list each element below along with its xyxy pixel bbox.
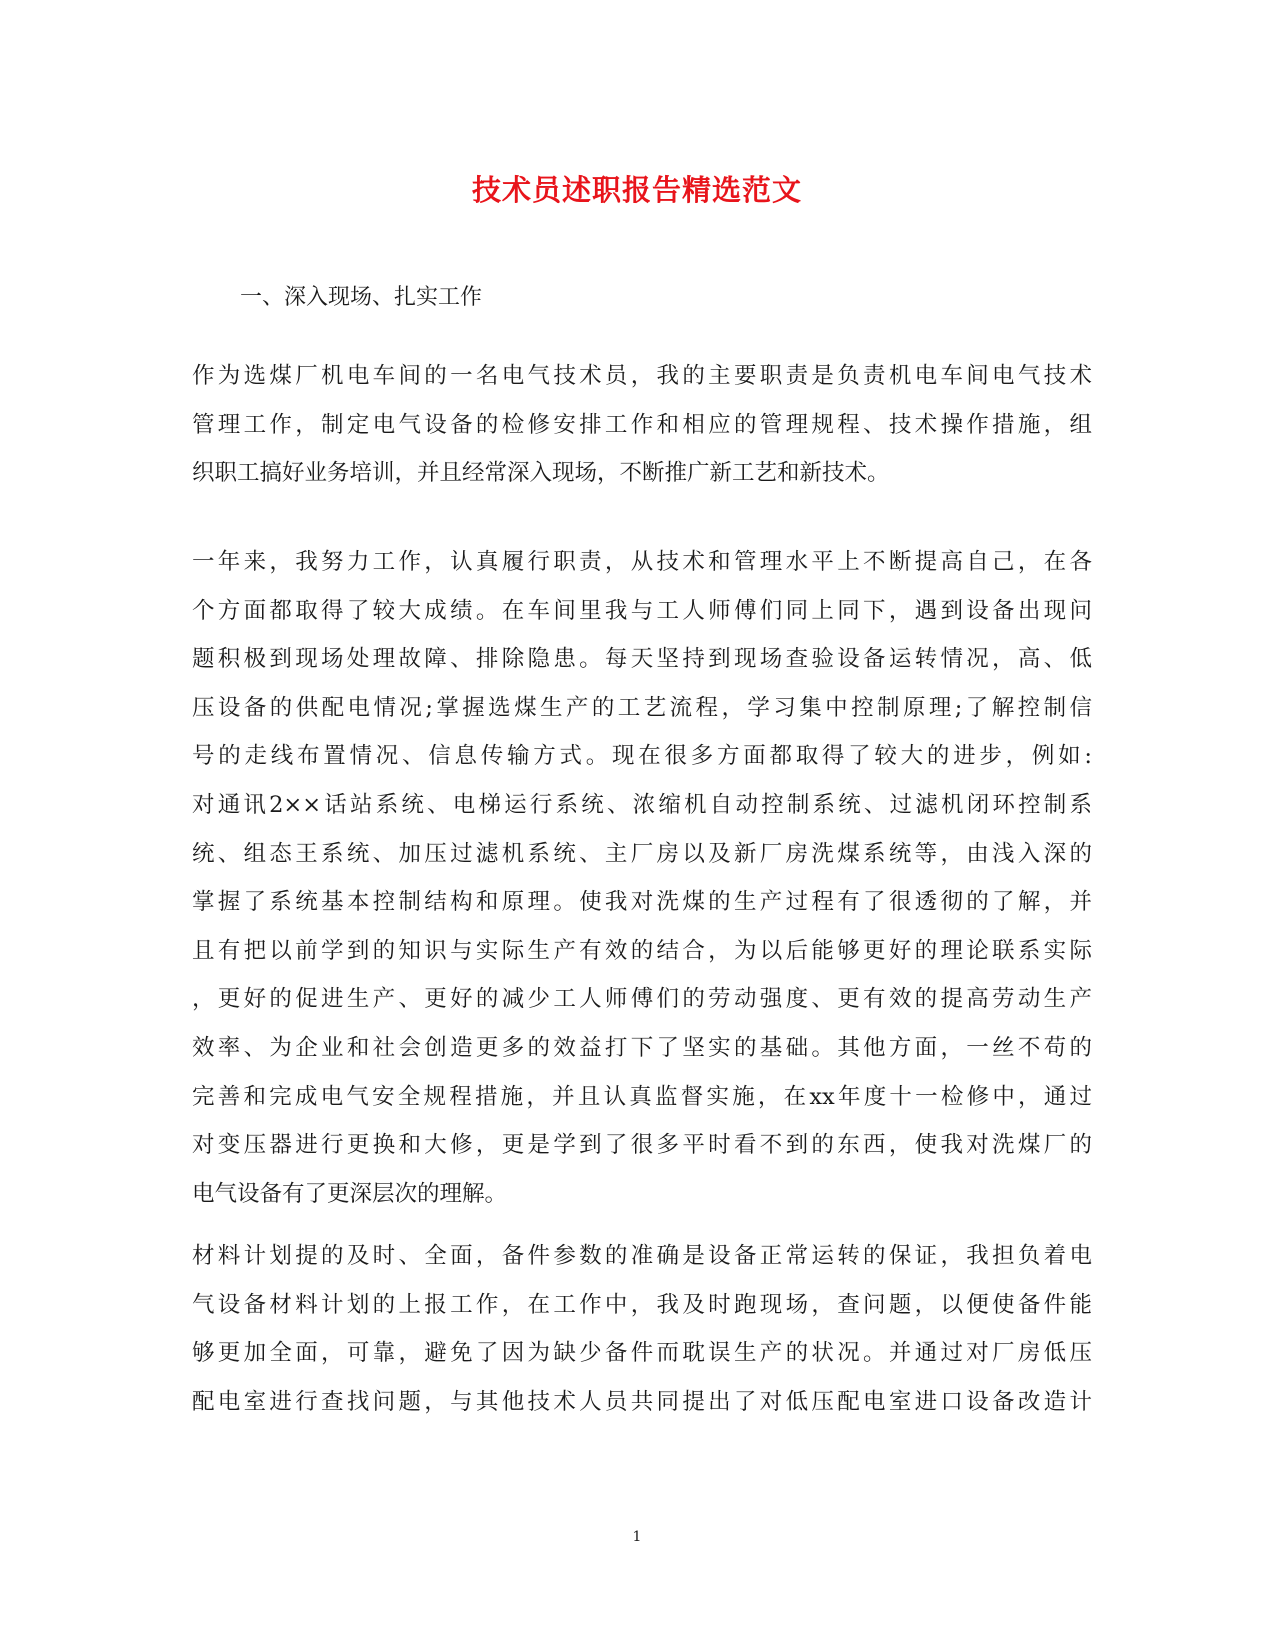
paragraph-line: 掌握了系统基本控制结构和原理。使我对洗煤的生产过程有了很透彻的了解，并 <box>192 889 1092 916</box>
paragraph-line: 完善和完成电气安全规程措施，并且认真监督实施，在xx年度十一检修中，通过 <box>192 1083 1092 1110</box>
paragraph-line: 压设备的供配电情况;掌握选煤生产的工艺流程，学习集中控制原理;了解控制信 <box>192 694 1092 721</box>
paragraph-3 <box>192 1232 1092 1426</box>
paragraph-line: 号的走线布置情况、信息传输方式。现在很多方面都取得了较大的进步，例如: <box>192 743 1092 770</box>
paragraph-line: 题积极到现场处理故障、排除隐患。每天坚持到现场查验设备运转情况，高、低 <box>192 646 1092 673</box>
paragraph-line: 电气设备有了更深层次的理解。 <box>192 1180 508 1207</box>
paragraph-line: 材料计划提的及时、全面，备件参数的准确是设备正常运转的保证，我担负着电 <box>192 1243 1092 1269</box>
paragraph-line: 气设备材料计划的上报工作，在工作中，我及时跑现场，查问题，以便使备件能 <box>192 1291 1092 1318</box>
paragraph-1 <box>192 352 1092 498</box>
page-number: 1 <box>632 1529 642 1545</box>
paragraph-line: 对变压器进行更换和大修，更是学到了很多平时看不到的东西，使我对洗煤厂的 <box>192 1132 1092 1159</box>
paragraph-line: ，更好的促进生产、更好的减少工人师傅们的劳动强度、更有效的提高劳动生产 <box>192 986 1092 1013</box>
paragraph-line: 且有把以前学到的知识与实际生产有效的结合，为以后能够更好的理论联系实际 <box>192 937 1092 964</box>
section-heading: 一、深入现场、扎实工作 <box>240 285 483 310</box>
paragraph-line: 管理工作，制定电气设备的检修安排工作和相应的管理规程、技术操作措施，组 <box>192 411 1092 438</box>
paragraph-line: 织职工搞好业务培训，并且经常深入现场，不断推广新工艺和新技术。 <box>192 460 890 487</box>
paragraph-line: 效率、为企业和社会创造更多的效益打下了坚实的基础。其他方面，一丝不苟的 <box>192 1034 1092 1061</box>
paragraph-line: 一年来，我努力工作，认真履行职责，从技术和管理水平上不断提高自己，在各 <box>192 549 1092 575</box>
paragraph-line: 个方面都取得了较大成绩。在车间里我与工人师傅们同上同下，遇到设备出现问 <box>192 597 1092 624</box>
paragraph-line: 统、组态王系统、加压过滤机系统、主厂房以及新厂房洗煤系统等，由浅入深的 <box>192 840 1092 867</box>
paragraph-line: 够更加全面，可靠，避免了因为缺少备件而耽误生产的状况。并通过对厂房低压 <box>192 1340 1092 1367</box>
paragraph-line: 作为选煤厂机电车间的一名电气技术员，我的主要职责是负责机电车间电气技术 <box>192 363 1092 389</box>
paragraph-2 <box>192 538 1092 1218</box>
document-title: 技术员述职报告精选范文 <box>471 173 802 207</box>
paragraph-line: 配电室进行查找问题，与其他技术人员共同提出了对低压配电室进口设备改造计 <box>192 1388 1092 1415</box>
paragraph-line: 对通讯2××话站系统、电梯运行系统、浓缩机自动控制系统、过滤机闭环控制系 <box>192 791 1092 818</box>
